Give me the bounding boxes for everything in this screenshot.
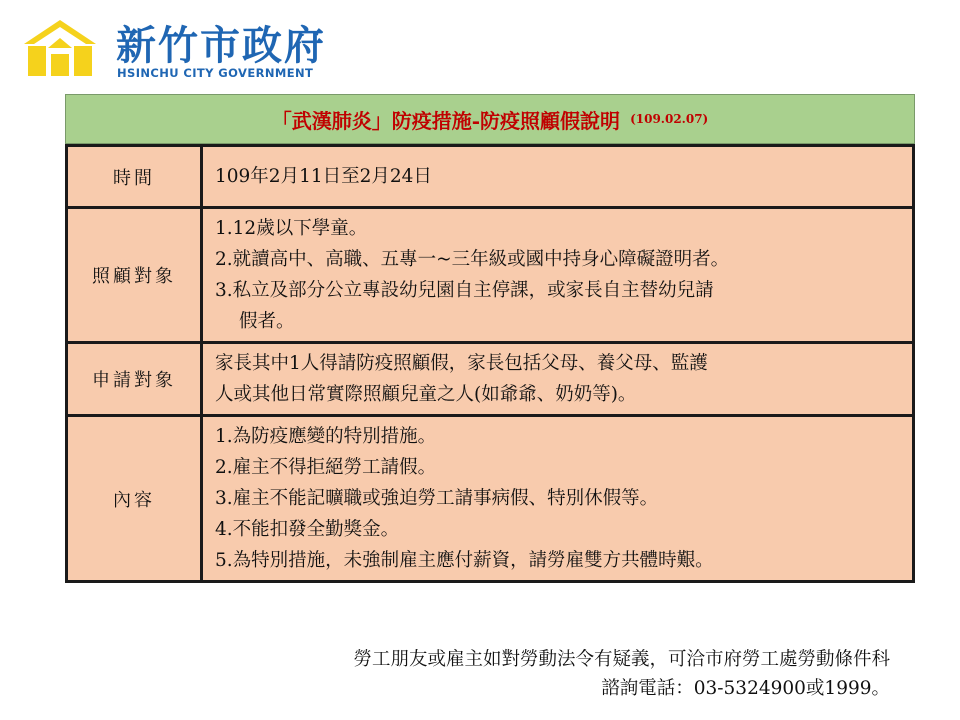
row-label: 時間 <box>67 146 202 208</box>
row-label: 照顧對象 <box>67 208 202 343</box>
content-line: 1.為防疫應變的特別措施。 <box>215 426 437 447</box>
table-row <box>67 343 914 416</box>
content-line: 家長其中1人得請防疫照顧假，家長包括父母、養父母、監護 <box>215 353 708 374</box>
hsinchu-logo <box>24 14 364 84</box>
content-line: 2.雇主不得拒絕勞工請假。 <box>215 457 437 478</box>
hsinchu-city-logo-icon <box>24 18 96 78</box>
footer-phone: 諮詢電話：03-5324900或1999。 <box>601 678 890 699</box>
content-line: 4.不能扣發全勤獎金。 <box>215 519 400 540</box>
table-row <box>67 146 914 208</box>
content-line: 假者。 <box>239 311 295 332</box>
content-line: 3.雇主不能記曠職或強迫勞工請事病假、特別休假等。 <box>215 488 659 509</box>
notice-title: 「武漢肺炎」防疫措施-防疫照顧假說明 <box>271 108 621 133</box>
content-line: 人或其他日常實際照顧兒童之人(如爺爺、奶奶等)。 <box>215 384 637 405</box>
row-label: 申請對象 <box>67 343 202 416</box>
content-line: 1.12歲以下學童。 <box>215 218 368 239</box>
table-row <box>67 416 914 582</box>
leave-info-table <box>65 144 915 583</box>
row-content <box>202 416 914 582</box>
contact-footer <box>353 645 890 703</box>
row-content <box>202 208 914 343</box>
row-content <box>202 146 914 208</box>
logo-title-english: HSINCHU CITY GOVERNMENT <box>117 66 314 80</box>
content-line: 109年2月11日至2月24日 <box>215 166 432 187</box>
content-line: 2.就讀高中、高職、五專一~三年級或國中持身心障礙證明者。 <box>215 249 730 270</box>
row-content <box>202 343 914 416</box>
footer-note: 勞工朋友或雇主如對勞動法令有疑義，可洽市府勞工處勞動條件科 <box>353 649 890 670</box>
content-line: 3.私立及部分公立專設幼兒園自主停課，或家長自主替幼兒請 <box>215 280 714 301</box>
row-label: 內容 <box>67 416 202 582</box>
content-line: 5.為特別措施，未強制雇主應付薪資，請勞雇雙方共體時艱。 <box>215 550 714 571</box>
table-row <box>67 208 914 343</box>
notice-date: (109.02.07) <box>630 112 709 126</box>
notice-title-bar <box>65 94 915 144</box>
logo-title-chinese: 新竹市政府 <box>116 23 326 69</box>
